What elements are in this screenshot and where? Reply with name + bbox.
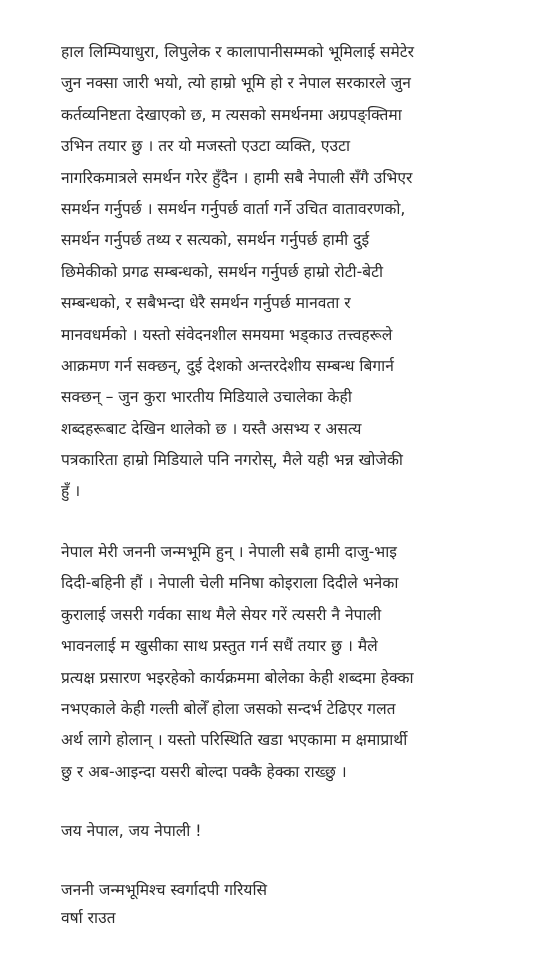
text-line: मानवधर्मको । यस्तो संवेदनशील समयमा भड्काउ तत्त्वहरूले (61, 325, 393, 344)
text-line: उभिन तयार छु । तर यो मजस्तो एउटा व्यक्ति, एउटा (61, 137, 350, 156)
closing-text: जय नेपाल, जय नेपाली ! (61, 822, 202, 840)
text-line: दिदी-बहिनी हौं । नेपाली चेली मनिषा कोइराला दिदीले भनेका (61, 574, 399, 593)
text-line: समर्थन गर्नुपर्छ तथ्य र सत्यको, समर्थन गर्नुपर्छ हामी दुई (61, 231, 370, 250)
text-line: सक्छन् – जुन कुरा भारतीय मिडियाले उचालेका केही (61, 388, 352, 407)
closing-line (61, 816, 501, 847)
text-line: छिमेकीको प्रगढ सम्बन्धको, समर्थन गर्नुपर्छ हाम्रो रोटी-बेटी (61, 262, 384, 281)
text-line: आक्रमण गर्न सक्छन्, दुई देशको अन्तरदेशीय सम्बन्ध बिगार्न (61, 356, 394, 375)
text-line: कुरालाई जसरी गर्वका साथ मैले सेयर गरें त्यसरी नै नेपाली (61, 605, 382, 624)
signoff-quote: जननी जन्मभूमिश्च स्वर्गादपी गरियसि (61, 881, 268, 899)
text-line: शब्दहरूबाट देखिन थालेको छ । यस्तै असभ्य र असत्य (61, 419, 362, 438)
text-line: जुन नक्सा जारी भयो, त्यो हाम्रो भूमि हो र नेपाल सरकारले जुन (61, 74, 411, 93)
text-line: प्रत्यक्ष प्रसारण भइरहेको कार्यक्रममा बोलेका केही शब्दमा हेक्का (61, 668, 414, 687)
text-line: अर्थ लागे होलान् । यस्तो परिस्थिति खडा भएकामा म क्षमाप्रार्थी (61, 731, 408, 750)
text-line: पत्रकारिता हाम्रो मिडियाले पनि नगरोस्, मैले यही भन्न खोजेकी (61, 451, 403, 470)
text-line: समर्थन गर्नुपर्छ । समर्थन गर्नुपर्छ वार्ता गर्ने उचित वातावरणको, (61, 199, 406, 218)
text-line: नागरिकमात्रले समर्थन गरेर हुँदैन । हामी सबै नेपाली सँगै उभिएर (61, 168, 413, 187)
author-name: वर्षा राउत (61, 909, 116, 927)
text-line: सम्बन्धको, र सबैभन्दा धेरै समर्थन गर्नुपर्छ मानवता र (61, 294, 351, 313)
text-line: कर्तव्यनिष्टता देखाएको छ, म त्यसको समर्थनमा अग्रपङ्क्तिमा (61, 105, 402, 124)
text-line: हुँ । (61, 482, 81, 501)
text-line: नभएकाले केही गल्ती बोलेँ होला जसको सन्दर्भ टेढिएर गलत (61, 699, 396, 718)
signoff (61, 876, 501, 932)
paragraph-2 (61, 537, 501, 788)
text-line: नेपाल मेरी जननी जन्मभूमि हुन् । नेपाली सबै हामी दाजु-भाइ (61, 543, 397, 561)
paragraph-1 (61, 37, 501, 508)
text-line: हाल लिम्पियाधुरा, लिपुलेक र कालापानीसम्मको भूमिलाई समेटेर (61, 43, 415, 61)
text-line: छु र अब-आइन्दा यसरी बोल्दा पक्कै हेक्का राख्छु । (61, 762, 347, 781)
text-line: भावनलाई म खुसीका साथ प्रस्तुत गर्न सधैं तयार छु । मैले (61, 637, 378, 656)
